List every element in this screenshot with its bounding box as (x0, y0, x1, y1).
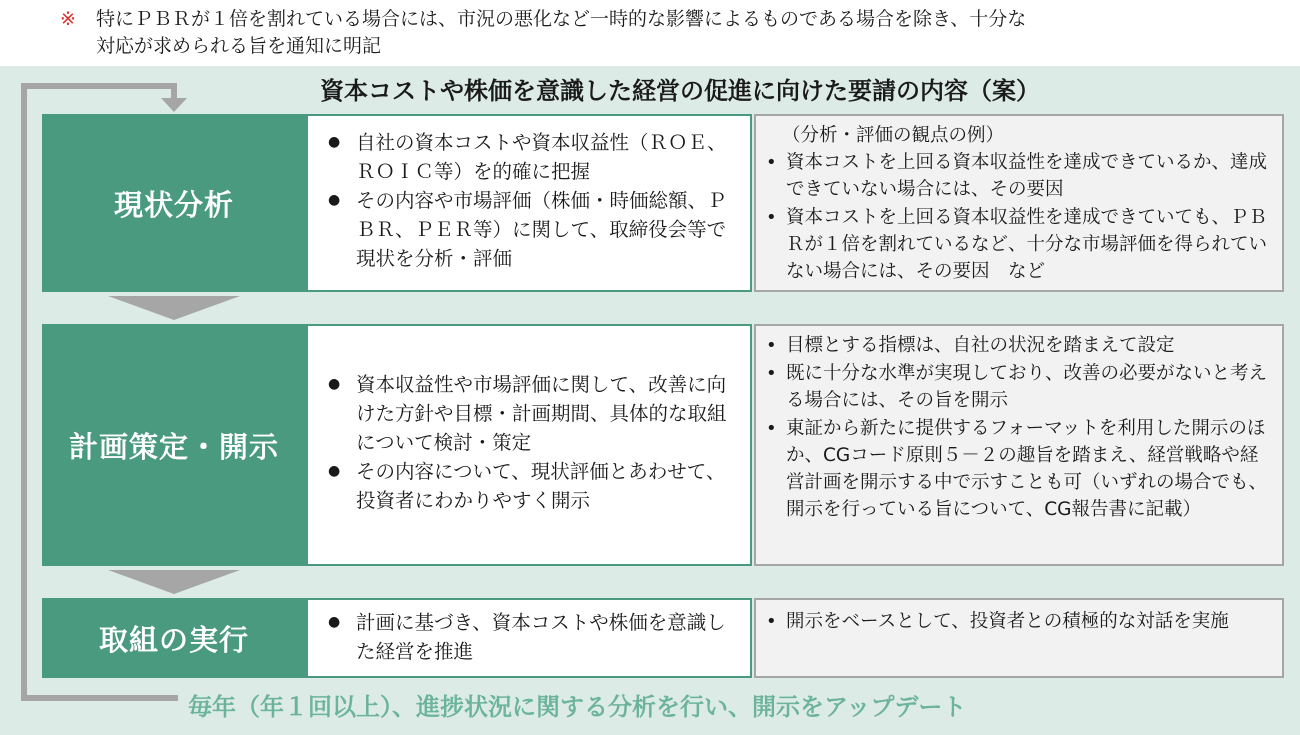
step-side-box (754, 324, 1284, 566)
step-heading: 取組の実行 (42, 598, 306, 678)
main-bullet: ● その内容について、現状評価とあわせて、投資者にわかりやすく開示 (322, 457, 736, 515)
notice-text (60, 6, 1290, 60)
side-bullet: • 資本コストを上回る資本収益性を達成できているか、達成できていない場合には、その要因 (764, 149, 1274, 203)
step-side-box (754, 114, 1284, 292)
side-bullet: • 資本コストを上回る資本収益性を達成できていても、ＰＢＲが１倍を割れているなど、十分な市場評価を得られていない場合には、その要因 など (764, 204, 1274, 285)
step-heading: 計画策定・開示 (42, 324, 306, 566)
diagram-title: 資本コストや株価を意識した経営の促進に向けた要請の内容（案） (320, 77, 1040, 105)
note-line-2: 対応が求められる旨を通知に明記 (96, 35, 382, 57)
note-line-1: 特にＰＢＲが１倍を割れている場合には、市況の悪化など一時的な影響によるものである場合を除き、十分な (96, 8, 1027, 30)
step-execution (42, 598, 1284, 678)
step-plan-disclosure (42, 324, 1284, 566)
down-arrow (108, 296, 240, 320)
side-bullet: • 東証から新たに提供するフォーマットを利用した開示のほか、CGコード原則５－２の趣旨を踏まえ、経営戦略や経営計画を開示する中で示すことも可（いずれの場合でも、開示を行っている旨について、CG報告書に記載） (764, 415, 1274, 523)
side-bullet: • 目標とする指標は、自社の状況を踏まえて設定 (764, 332, 1274, 359)
side-bullet: • 開示をベースとして、投資者との積極的な対話を実施 (764, 608, 1274, 635)
main-bullet: ● その内容や市場評価（株価・時価総額、ＰＢＲ、ＰＥＲ等）に関して、取締役会等で現状を分析・評価 (322, 186, 736, 273)
side-bullet: • 既に十分な水準が実現しており、改善の必要がないと考える場合には、その旨を開示 (764, 360, 1274, 414)
annual-update-text: 毎年（年１回以上）、進捗状況に関する分析を行い、開示をアップデート (188, 693, 967, 721)
step-main-box (306, 114, 752, 292)
note-mark: ※ (60, 8, 76, 30)
main-bullet: ● 自社の資本コストや資本収益性（ＲＯＥ、ＲＯＩＣ等）を的確に把握 (322, 128, 736, 186)
step-side-box (754, 598, 1284, 678)
down-arrow (108, 570, 240, 594)
side-caption: （分析・評価の観点の例） (782, 125, 1005, 146)
step-heading: 現状分析 (42, 114, 306, 292)
main-bullet: ● 計画に基づき、資本コストや株価を意識した経営を推進 (322, 608, 736, 666)
step-main-box (306, 598, 752, 678)
step-current-analysis (42, 114, 1284, 292)
step-main-box (306, 324, 752, 566)
main-bullet: ● 資本収益性や市場評価に関して、改善に向けた方針や目標・計画期間、具体的な取組について検討・策定 (322, 370, 736, 457)
